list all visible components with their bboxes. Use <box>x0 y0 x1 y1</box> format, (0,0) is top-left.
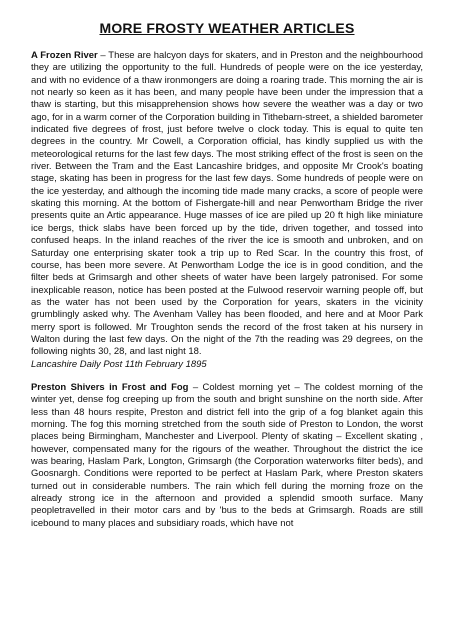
article-a-frozen-river <box>31 50 423 371</box>
article-body: – These are halcyon days for skaters, and in Preston and the neighbourhood they are utilizing the opportunity to the full. Hundreds of people were on the ice yesterday, and with no evidence of a thaw ironmongers are doing a roaring trade. This morning the air is not nearly so keen as it has been, and many people have been under the impression that a thaw is starting, but this misapprehension shows how severe the weather was a day or two ago, for in a warm corner of the Corporation building in Tithebarn-street, a shielded barometer indicated five degrees of frost, just before twelve o clock today. This is equal to quite ten degrees in the country. Mr Cowell, a Corporation official, has kindly supplied us with the meteorological returns for the last few days. The most striking effect of the frost is seen on the river. Between the Tram and the East Lancashire bridges, and opposite Mr Crook's boating stage, skating has been in progress for the last few days. Some hundreds of people were on the ice yesterday, and although the incoming tide made many cracks, a score of people were skating this morning. At the bottom of Fishergate-hill and near Penwortham Bridge the river presents quite an Artic appearance. Huge masses of ice are piled up 20 ft high like miniature ice bergs, thick slabs have been forced up by the tide, driven together, and tossed into confused heaps. In the inland reaches of the river the ice is smooth and unbroken, and on Saturday one enterprising skater took a trip up to Red Scar. In the country this frost, of course, has been more severe. At Penwortham Lodge the ice is in good condition, and the filter beds at Grimsargh and other sheets of water have been largely patronised. For some inexplicable reason, notice has been posted at the Fulwood reservoir warning people off, but as the water has not been used by the Corporation for years, skaters in the vicinity grumblingly asked why. The Avenham Valley has been flooded, and here and at Moor Park merry sport is followed. Mr Troughton sends the record of the frost taken at his nursery in Walton during the last few days. On the night of the 7th the reading was 29 degrees, on the following nights 30, 28, and last night 18. <box>31 50 423 358</box>
article-preston-shivers <box>31 382 423 530</box>
article-headline: Preston Shivers in Frost and Fog <box>31 381 189 393</box>
article-headline: A Frozen River <box>31 50 98 61</box>
document-title: MORE FROSTY WEATHER ARTICLES <box>99 20 355 36</box>
article-source: Lancashire Daily Post 11th February 1895 <box>31 358 207 370</box>
article-body: – Coldest morning yet – The coldest morning of the winter yet, dense fog creeping up from the south and bright sunshine on the north side. After less than 48 hours respite, Preston and district fell into the grip of a fog blanket again this morning. The fog this morning stretched from the south side of Preston to London, the worst places being Birmingham, Manchester and Liverpool. Plenty of skating – Excellent skating , however, compensated many for the rigours of the weather. Throughout the district the ice was bearing, Haslam Park, Longton, Grimsargh (the Corporation waterworks filter beds), and Goosnargh. Conditions were reported to be perfect at Haslam Park, where Preston skaters turned out in considerable numbers. The rain which fell during the morning froze on the already strong ice in the afternoon and provided a splendid smooth surface. Many peopletravelled in their motor cars and by 'bus to the beds at Grimsargh. Roads are still icebound to many places and subsidiary roads, which have not <box>31 381 423 529</box>
